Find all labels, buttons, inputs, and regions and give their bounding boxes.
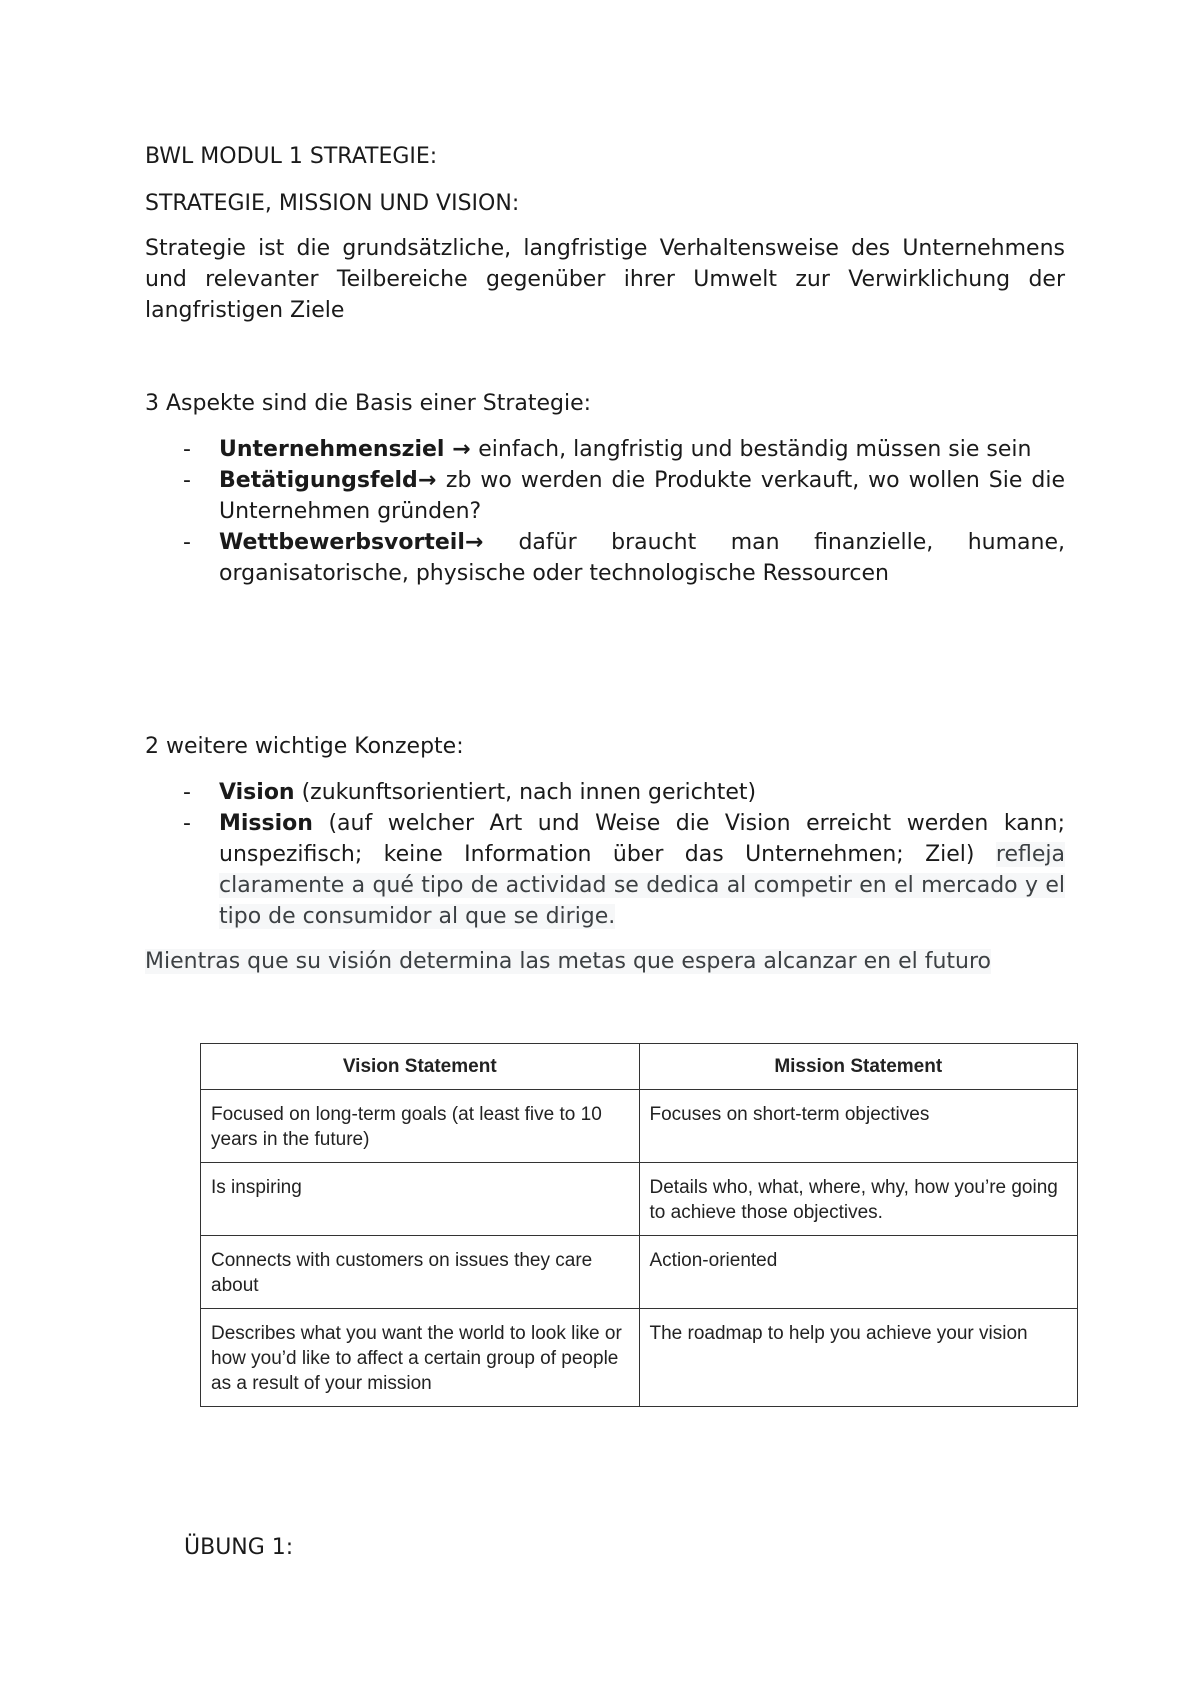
list-dash: -	[183, 468, 191, 493]
aspect-term: Wettbewerbsvorteil	[219, 530, 465, 555]
table-cell: Is inspiring	[201, 1163, 640, 1236]
concepts-list	[145, 777, 1065, 932]
table-row	[201, 1163, 1078, 1236]
table-row	[201, 1236, 1078, 1309]
arrow-icon: →	[444, 437, 479, 462]
table-cell: Describes what you want the world to look like or how you’d like to affect a certain group of people as a result of your mission	[201, 1309, 640, 1407]
concept-term: Mission	[219, 811, 313, 836]
aspect-text: zb wo werden die Produkte verkauft, wo wollen Sie die Unternehmen gründen?	[219, 468, 1066, 524]
aspect-text: einfach, langfristig und beständig müssen sie sein	[478, 437, 1032, 462]
spanish-extension: refleja claramente a qué tipo de actividad se dedica al competir en el mercado y el tipo de consumidor al que se dirige.	[219, 842, 1065, 929]
arrow-icon: →	[464, 530, 519, 555]
aspect-text: dafür braucht man finanzielle, humane, organisatorische, physische oder technologische Ressourcen	[219, 530, 1065, 586]
list-dash: -	[183, 437, 191, 462]
table-cell: Focused on long-term goals (at least five to 10 years in the future)	[201, 1090, 640, 1163]
arrow-icon: →	[417, 468, 446, 493]
table-header-row	[201, 1044, 1078, 1090]
exercise-heading: ÜBUNG 1:	[184, 1535, 294, 1560]
table-cell: Details who, what, where, why, how you’re going to achieve those objectives.	[639, 1163, 1078, 1236]
vision-mission-table	[200, 1043, 1078, 1407]
list-item	[145, 434, 1065, 465]
section-title: STRATEGIE, MISSION UND VISION:	[145, 191, 520, 216]
aspect-term: Betätigungsfeld	[219, 468, 418, 493]
aspect-term: Unternehmensziel	[219, 437, 445, 462]
list-item	[145, 777, 1065, 808]
concept-term: Vision	[219, 780, 295, 805]
concept-text: (auf welcher Art und Weise die Vision erreicht werden kann; unspezifisch; keine Information über das Unternehmen; Ziel)	[219, 811, 1065, 867]
aspects-list	[145, 434, 1065, 589]
list-item	[145, 808, 1065, 932]
concepts-intro: 2 weitere wichtige Konzepte:	[145, 734, 464, 759]
aspects-intro: 3 Aspekte sind die Basis einer Strategie:	[145, 391, 592, 416]
list-dash: -	[183, 780, 191, 805]
table-cell: Connects with customers on issues they care about	[201, 1236, 640, 1309]
concept-text: (zukunftsorientiert, nach innen gerichtet)	[294, 780, 757, 805]
table-row	[201, 1090, 1078, 1163]
table-cell: Focuses on short-term objectives	[639, 1090, 1078, 1163]
list-item	[145, 465, 1065, 527]
column-header: Vision Statement	[201, 1044, 640, 1090]
column-header: Mission Statement	[639, 1044, 1078, 1090]
list-dash: -	[183, 530, 191, 555]
table-cell: The roadmap to help you achieve your vision	[639, 1309, 1078, 1407]
module-title: BWL MODUL 1 STRATEGIE:	[145, 144, 438, 169]
table-row	[201, 1309, 1078, 1407]
spanish-note-text: Mientras que su visión determina las metas que espera alcanzar en el futuro	[145, 949, 992, 974]
table-cell: Action-oriented	[639, 1236, 1078, 1309]
list-item	[145, 527, 1065, 589]
spanish-note	[145, 946, 1065, 977]
strategy-definition: Strategie ist die grundsätzliche, langfristige Verhaltensweise des Unternehmens und relevanter Teilbereiche gegenüber ihrer Umwelt zur Verwirklichung der langfristigen Ziele	[145, 236, 1065, 323]
list-dash: -	[183, 811, 191, 836]
